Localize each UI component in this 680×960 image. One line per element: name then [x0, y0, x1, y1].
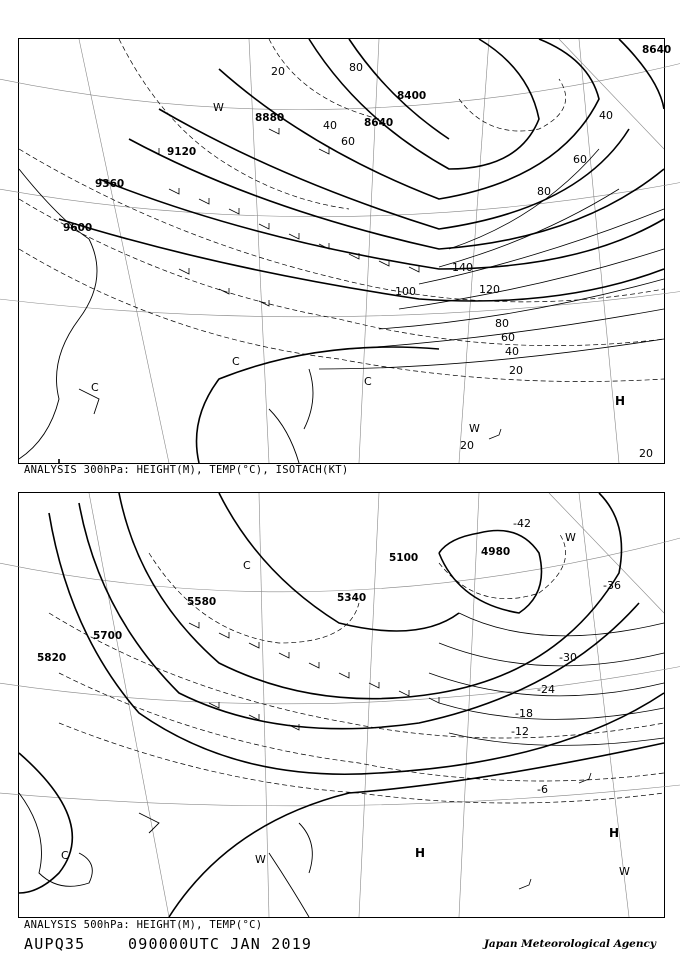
isotach-label: 80 — [537, 185, 551, 198]
isotherm-labels-lines — [429, 613, 664, 745]
coastlines — [19, 169, 313, 463]
height-label: 8640 — [642, 44, 672, 56]
high-center-marker: H — [615, 394, 626, 408]
isotach-label: 20 — [639, 447, 653, 460]
valid-time: 090000UTC JAN 2019 — [128, 935, 313, 953]
high-center-marker: H — [415, 846, 426, 860]
isotach-label: 20 — [509, 364, 523, 377]
isotach-label: 140 — [452, 261, 473, 274]
isotach-label: 60 — [501, 331, 515, 344]
chart-300hpa — [18, 38, 672, 464]
height-label: 8880 — [255, 112, 285, 124]
height-label: 5700 — [93, 630, 123, 642]
isotach-label: 120 — [479, 283, 500, 296]
height-label: 9360 — [95, 178, 125, 190]
isotherm-label: -42 — [513, 517, 531, 530]
cold-center-marker: C — [364, 375, 372, 388]
warm-center-marker: W — [255, 853, 266, 866]
height-label: 5580 — [187, 596, 217, 608]
isotherm-label: -24 — [537, 683, 555, 696]
isotach-label: 40 — [599, 109, 613, 122]
warm-center-marker: W — [213, 101, 224, 114]
isotach-label: 40 — [505, 345, 519, 358]
graticule — [0, 493, 680, 917]
cold-center-marker: C — [91, 381, 99, 394]
height-label: 5100 — [389, 552, 419, 564]
isotherms — [19, 39, 664, 382]
chart-500hpa — [18, 492, 665, 918]
height-label: 9600 — [63, 222, 93, 234]
height-label: 5340 — [337, 592, 367, 604]
height-contours — [59, 39, 664, 463]
map-300hpa — [19, 39, 672, 463]
height-contours — [19, 493, 664, 917]
isotach-label: 20 — [271, 65, 285, 78]
isotherm-label: -18 — [515, 707, 533, 720]
warm-center-marker: W — [469, 422, 480, 435]
height-label: 5820 — [37, 652, 67, 664]
isotach-label: 80 — [349, 61, 363, 74]
height-label: 8400 — [397, 90, 427, 102]
map-500hpa — [19, 493, 664, 917]
isotach-label: 100 — [395, 285, 416, 298]
chart-300hpa-caption: ANALYSIS 300hPa: HEIGHT(M), TEMP(°C), ISOTACH(KT) — [24, 464, 349, 476]
warm-center-marker: W — [619, 865, 630, 878]
product-code: AUPQ35 — [24, 935, 86, 953]
isotach-label: 60 — [341, 135, 355, 148]
cold-center-marker: C — [232, 355, 240, 368]
isotherm-label: -6 — [537, 783, 548, 796]
cold-center-marker: C — [61, 849, 69, 862]
isotherm-label: -36 — [603, 579, 621, 592]
chart-500hpa-caption: ANALYSIS 500hPa: HEIGHT(M), TEMP(°C) — [24, 919, 263, 931]
warm-center-marker: W — [565, 531, 576, 544]
isotherm-label: -12 — [511, 725, 529, 738]
cold-center-marker: C — [243, 559, 251, 572]
isotach-label: 20 — [460, 439, 474, 452]
isotach-label: 40 — [323, 119, 337, 132]
height-label: 9120 — [167, 146, 197, 158]
height-label: 8640 — [364, 117, 394, 129]
isotach-label: 80 — [495, 317, 509, 330]
isotherm-label: -30 — [559, 651, 577, 664]
height-label: 4980 — [481, 546, 511, 558]
agency-credit: Japan Meteorological Agency — [483, 938, 656, 950]
isotach-label: 60 — [573, 153, 587, 166]
isotachs — [319, 149, 664, 369]
high-center-marker: H — [609, 826, 620, 840]
